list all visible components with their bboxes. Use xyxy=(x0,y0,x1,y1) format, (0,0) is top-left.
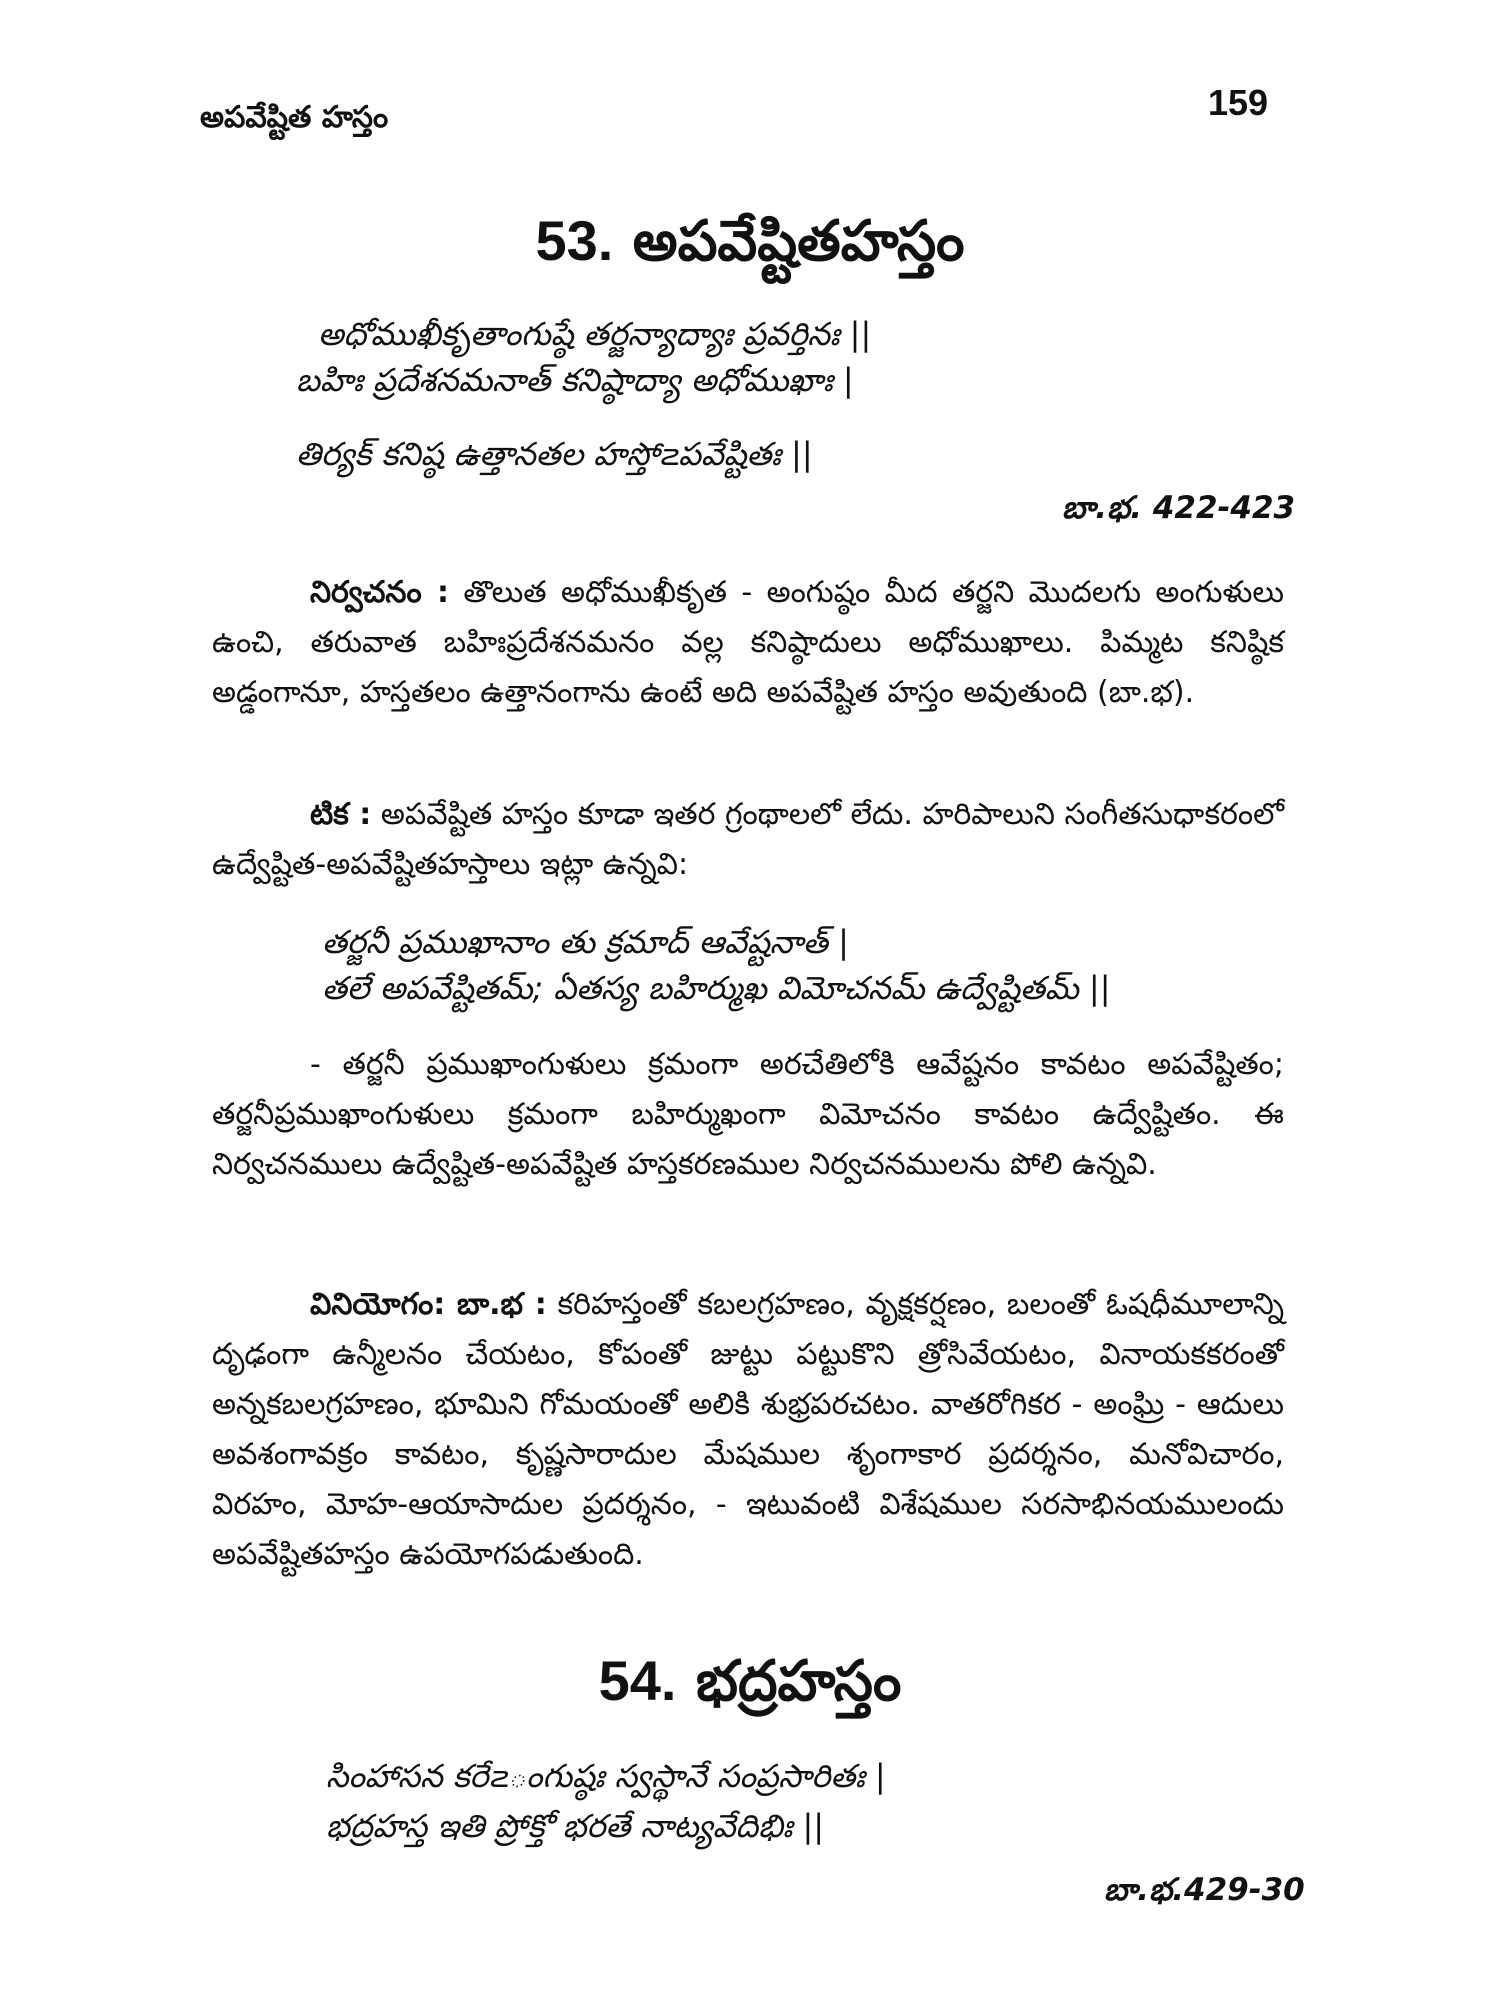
tika-label: టిక : xyxy=(310,797,372,832)
tika-verse-line-1: తర్జనీ ప్రముఖానాం తు క్రమాద్ ఆవేష్టనాత్ | xyxy=(322,923,849,961)
tika-text: అపవేష్టిత హస్తం కూడా ఇతర గ్రంథాలలో లేదు. హరిపాలుని సంగీతసుధాకరంలో ఉద్వేష్టిత-అపవేష్టితహస్తాలు ఇట్లా ఉన్నవి: xyxy=(212,797,1284,882)
verse-54-line-1: సింహాసన కరే౽ంగుష్ఠః స్వస్థానే సంప్రసారితః | xyxy=(326,1757,886,1795)
section-53-number: 53. xyxy=(535,209,614,272)
verse-54-line-2: భద్రహస్త ఇతి ప్రోక్తో భరతే నాట్యవేదిభిః || xyxy=(326,1807,825,1845)
verse-53-line-1: అధోముఖీకృతాంగుష్ఠే తర్జన్యాద్యాః ప్రవర్తినః || xyxy=(318,315,872,353)
section-54-number: 54. xyxy=(598,1649,677,1712)
tika-verse-line-2: తలే అపవేష్టితమ్; ఏతస్య బహిర్ముఖ విమోచనమ్ ఉద్వేష్టితమ్ || xyxy=(322,969,1111,1007)
nirvachanam-label: నిర్వచనం : xyxy=(310,575,449,610)
tika-paragraph xyxy=(212,790,1284,890)
viniyogam-label: వినియోగం: బా.భ : xyxy=(310,1287,547,1322)
explanation-paragraph: - తర్జనీ ప్రముఖాంగుళులు క్రమంగా అరచేతిలోకి ఆవేష్టనం కావటం అపవేష్టితం; తర్జనీప్రముఖాంగుళులు క్రమంగా బహిర్ముఖంగా విమోచనం కావటం ఉద్వేష్టితం. ఈ నిర్వచనములు ఉద్వేష్టిత-అపవేష్టిత హస్తకరణముల నిర్వచనములను పోలి ఉన్నవి. xyxy=(212,1047,1284,1182)
section-54-heading: భద్రహస్తం xyxy=(696,1649,902,1714)
section-53-title xyxy=(0,208,1500,288)
viniyogam-paragraph xyxy=(212,1280,1284,1580)
verse-54-reference: బా.భ.429-30 xyxy=(1104,1872,1305,1908)
verse-53-line-2: బహిః ప్రదేశనమనాత్ కనిష్ఠాద్యా అధోముఖాః | xyxy=(296,361,854,399)
verse-53-reference: బా.భ. 422-423 xyxy=(1062,490,1296,526)
nirvachanam-paragraph xyxy=(212,568,1284,718)
running-head: అపవేష్టిత హస్తం xyxy=(200,100,389,135)
section-54-title xyxy=(0,1648,1500,1728)
section-53-heading: అపవేష్టితహస్తం xyxy=(632,209,965,274)
viniyogam-text: కరిహస్తంతో కబలగ్రహణం, వృక్షకర్షణం, బలంతో ఓషధీమూలాన్ని దృఢంగా ఉన్మీలనం చేయటం, కోపంతో జుట్టు పట్టుకొని త్రోసివేయటం, వినాయకకరంతో అన్నకబలగ్రహణం, భూమిని గోమయంతో అలికి శుభ్రపరచటం. వాతరోగికర - అంఘ్రి - ఆదులు అవశంగావక్రం కావటం, కృష్ణసారాదుల మేషముల శృంగాకార ప్రదర్శనం, మనోవిచారం, విరహం, మోహ-ఆయాసాదుల ప్రదర్శనం, - ఇటువంటి విశేషముల సరసాభినయములందు అపవేష్టితహస్తం ఉపయోగపడుతుంది. xyxy=(212,1287,1284,1572)
nirvachanam-text: తొలుత అధోముఖీకృత - అంగుష్ఠం మీద తర్జని మొదలగు అంగుళులు ఉంచి, తరువాత బహిఃప్రదేశనమనం వల్ల కనిష్ఠాదులు అధోముఖాలు. పిమ్మట కనిష్ఠిక అడ్డంగానూ, హస్తతలం ఉత్తానంగాను ఉంటే అది అపవేష్టిత హస్తం అవుతుంది (బా.భ). xyxy=(212,575,1284,710)
page-number: 159 xyxy=(1208,82,1269,123)
verse-53-line-3: తిర్యక్ కనిష్ఠ ఉత్తానతల హస్తో౽పవేష్టితః || xyxy=(296,435,813,473)
